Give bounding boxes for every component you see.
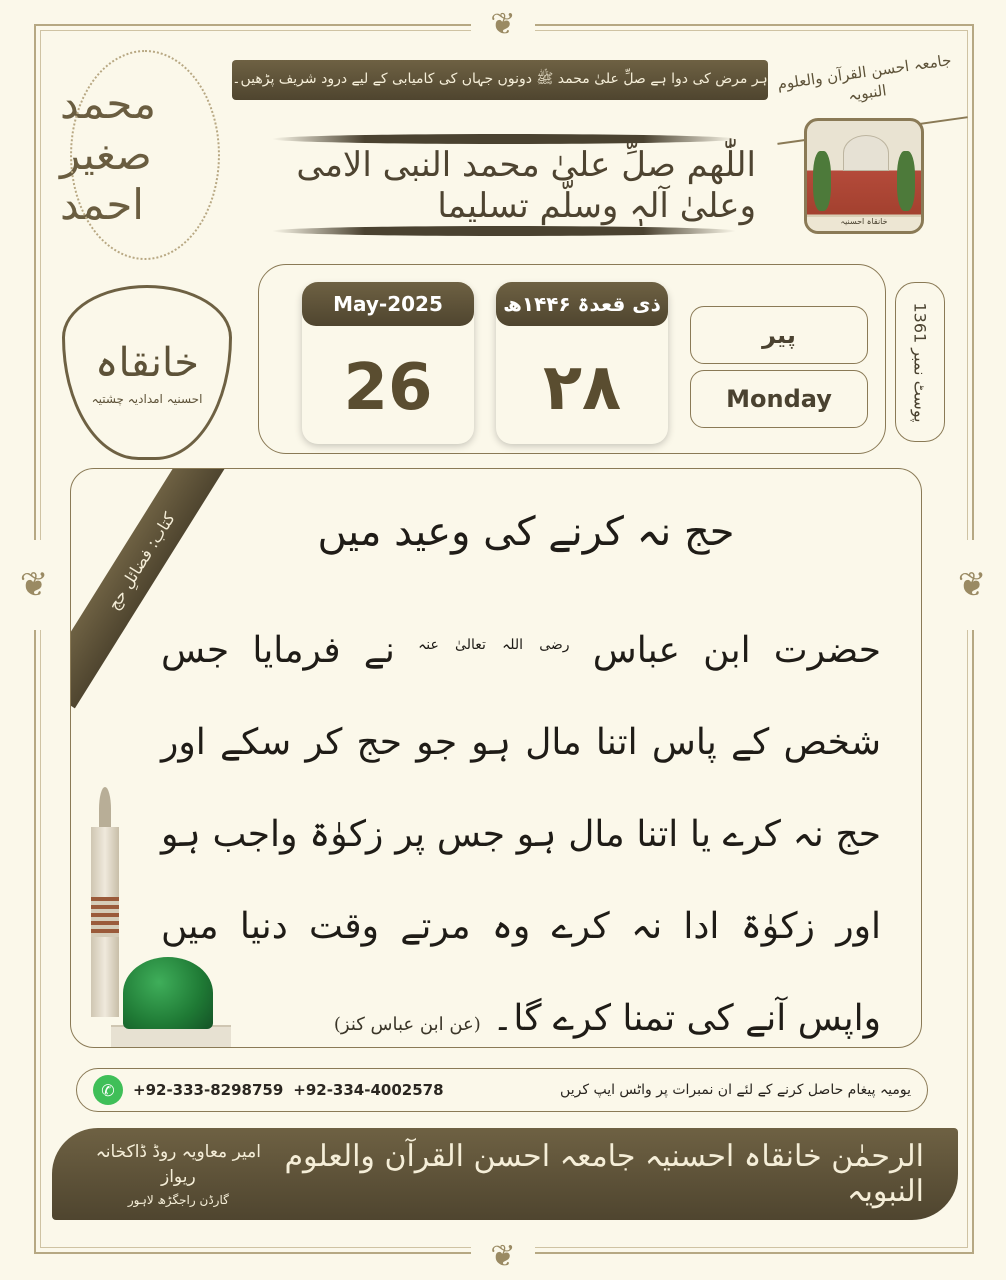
post-number-tag (895, 282, 945, 442)
footer-title: الرحمٰن خانقاہ احسنیہ جامعہ احسن القرآن والعلوم النبویہ (284, 1139, 924, 1209)
ornament-left-icon: ❦ (14, 540, 54, 630)
day-english: Monday (690, 370, 868, 428)
phone-number-2[interactable]: +92-334-4002578 (293, 1081, 444, 1099)
institution-title: جامعہ احسن القرآن والعلوم النبویہ (776, 50, 953, 105)
calligraphy-text: محمد صغیر احمد (60, 79, 156, 230)
footer-address (86, 1140, 271, 1209)
tree-right (897, 151, 915, 211)
photo-dome (843, 135, 889, 171)
book-label: کتاب: فضائلِ حج (70, 469, 241, 708)
day-urdu: پیر (690, 306, 868, 364)
content-panel (70, 468, 922, 1048)
whatsapp-icon: ✆ (93, 1075, 123, 1105)
content-paragraph (161, 599, 881, 1048)
hijri-day: ۲۸ (542, 351, 622, 425)
minaret-tip (99, 787, 111, 831)
ornament-top-icon: ❦ (471, 4, 535, 44)
content-heading: حج نہ کرنے کی وعید میں (317, 509, 735, 555)
khanqah-title: خانقاہ (95, 339, 199, 386)
green-dome-illustration (123, 957, 213, 1029)
phone-number-1[interactable]: +92-333-8298759 (133, 1081, 284, 1099)
contact-instructions: یومیہ پیغام حاصل کرنے کے لئے ان نمبرات پر واٹس ایپ کریں (560, 1082, 911, 1098)
hijri-month: ذی قعدۃ ۱۴۴۶ھ (496, 282, 668, 326)
ornament-right-icon: ❦ (952, 540, 992, 630)
khanqah-subtitle: احسنیہ امدادیہ چشتیہ (91, 391, 203, 406)
content-body: نے فرمایا جس شخص کے پاس اتنا مال ہو جو حج کر سکے اور حج نہ کرے یا اتنا مال ہو جس پر زکوٰۃ واجب ہو اور زکوٰۃ ادا نہ کرے وہ مرتے وقت دنیا میں واپس آنے کی تمنا کرے گا۔ (161, 630, 881, 1039)
gregorian-day: 26 (343, 351, 433, 425)
minaret-illustration (81, 787, 129, 1017)
footer-banner (52, 1128, 958, 1220)
content-reference: (عن ابن عباس کنز) (333, 1014, 481, 1035)
tree-left (813, 151, 831, 211)
content-intro: حضرت ابن عباس (592, 630, 881, 671)
khanqah-logo (62, 285, 232, 460)
gregorian-date-card (302, 284, 474, 444)
honorific: رضی اللہ تعالیٰ عنہ (418, 637, 570, 653)
footer-address-line1: امیر معاویہ روڈ ڈاکخانہ ریواز (95, 1141, 261, 1187)
durood-text: اللّٰھم صلِّ علیٰ محمد النبی الامی وعلیٰ آلہٖ وسلّم تسلیما (296, 144, 756, 226)
photo-caption: خانقاہ احسنیہ (807, 217, 921, 231)
mosque-photo (804, 118, 924, 234)
calligraphy-emblem (60, 40, 230, 270)
footer-address-line2: گارڈن راجگڑھ لاہور (127, 1192, 229, 1207)
durood-strip (252, 130, 756, 240)
post-number: پوسٹ نمبر 1361 (910, 301, 930, 423)
gregorian-month: May-2025 (302, 282, 474, 326)
top-banner (232, 60, 768, 100)
hijri-date-card (496, 284, 668, 444)
minaret-band (91, 897, 119, 937)
contact-bar (76, 1068, 928, 1112)
khanqah-drop-frame (62, 285, 232, 460)
top-banner-text: ہر مرض کی دوا ہے صلِّ علیٰ محمد ﷺ دونوں جہاں کی کامیابی کے لیے درود شریف پڑھیں۔ (232, 71, 768, 87)
ornament-bottom-icon: ❦ (471, 1236, 535, 1276)
calligraphy-ring (70, 50, 220, 260)
